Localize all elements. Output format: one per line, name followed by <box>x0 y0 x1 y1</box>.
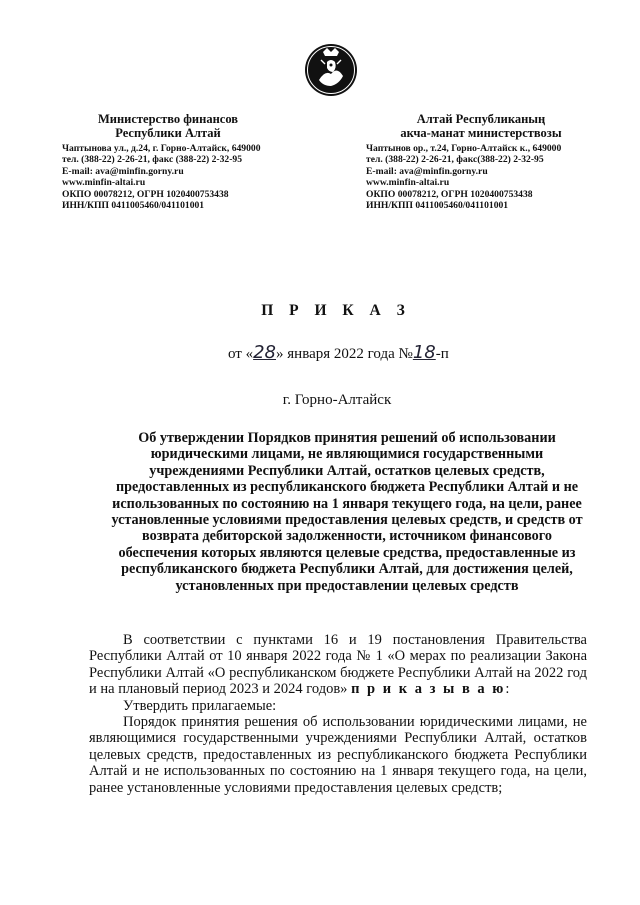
header-right-title <box>366 112 596 140</box>
date-middle: » января 2022 года № <box>276 346 413 362</box>
header-right-website: www.minfin-altai.ru <box>366 177 450 189</box>
preamble-text: В соответствии с пунктами 16 и 19 постановления Правительства Республики Алтай от 10 января 2022 года № 1 «О мерах по реализации Закона Республики Алтай «О республиканском бюджете Республики Алтай на 2022 год и на плановый период 2023 и 2024 годов» <box>89 632 587 698</box>
header-right-inn: ИНН/КПП 0411005460/041101001 <box>366 200 509 212</box>
header-right <box>366 112 616 211</box>
subject-line: юридическими лицами, не являющимися государственными <box>150 446 544 463</box>
subject-line: использованных по состоянию на 1 января текущего года, на цели, ранее <box>112 495 582 512</box>
header-left-email: E-mail: ava@minfin.gorny.ru <box>62 165 184 177</box>
header-right-phone: тел. (388-22) 2-26-21, факс(388-22) 2-32-95 <box>366 154 544 166</box>
header-left-inn: ИНН/КПП 0411005460/041101001 <box>62 200 205 212</box>
header-right-okpo: ОКПО 00078212, ОГРН 1020400753438 <box>366 188 533 200</box>
order-directive: п р и к а з ы в а ю <box>351 681 506 698</box>
document-type: П Р И К А З <box>261 302 411 319</box>
header-right-title-line: Алтай Республиканың <box>416 112 546 126</box>
header-left-title-line: Республики Алтай <box>115 126 221 140</box>
order-subject <box>102 430 592 594</box>
header-left-title <box>62 112 274 140</box>
header-left-website: www.minfin-altai.ru <box>62 177 146 189</box>
city: г. Горно-Алтайск <box>282 392 392 408</box>
preamble-end: : <box>505 681 510 698</box>
body-paragraph-procedure: Порядок принятия решения об использовании юридическими лицами, не являющимися государственными учреждениями Республики Алтай, остатков целевых средств, предоставленных из республиканского бюджета Республики Алтай и не использованных по состоянию на 1 января текущего года, на цели, ранее установленные условиями предоставления целевых средств; <box>89 714 587 796</box>
header-left-contacts <box>62 143 302 211</box>
subject-line: учреждениями Республики Алтай, остатков целевых средств, <box>149 462 545 479</box>
subject-line: установленные условиями предоставления целевых средств, и средств от <box>111 512 583 529</box>
order-date-number <box>228 342 449 363</box>
subject-line: обеспечения которых являются целевые средства, предоставленные из <box>118 544 576 561</box>
handwritten-number: 18 <box>412 342 436 363</box>
header-right-contacts <box>366 143 616 211</box>
header-left-title-line: Министерство финансов <box>97 112 239 126</box>
coat-of-arms-icon <box>303 40 359 100</box>
subject-line: предоставленных из республиканского бюджета Республики Алтай и не <box>115 479 579 496</box>
body-paragraph-preamble <box>89 632 587 698</box>
header-right-email: E-mail: ava@minfin.gorny.ru <box>366 165 488 177</box>
subject-line: возврата дебиторской задолженности, источником финансового <box>142 528 552 545</box>
header-right-address: Чаптынов ор., т.24, Горно-Алтайск к., 649000 <box>366 143 562 154</box>
header-left-address: Чаптынова ул., д.24, г. Горно-Алтайск, 649000 <box>62 143 261 154</box>
header-left <box>62 112 302 211</box>
subject-line: установленных при предоставлении целевых средств <box>175 577 519 594</box>
number-suffix: -п <box>435 346 449 362</box>
header-left-okpo: ОКПО 00078212, ОГРН 1020400753438 <box>62 188 229 200</box>
handwritten-day: 28 <box>253 342 277 363</box>
subject-line: Об утверждении Порядков принятия решений об использовании <box>138 430 556 446</box>
header-left-phone: тел. (388-22) 2-26-21, факс (388-22) 2-32-95 <box>62 154 243 166</box>
date-prefix: от « <box>228 346 254 362</box>
subject-line: республиканского бюджета Республики Алтай, для достижения целей, <box>121 561 573 578</box>
order-body <box>89 632 587 796</box>
body-paragraph-approve: Утвердить прилагаемые: <box>123 697 277 714</box>
header-right-title-line: акча-манат министерствозы <box>400 126 562 140</box>
